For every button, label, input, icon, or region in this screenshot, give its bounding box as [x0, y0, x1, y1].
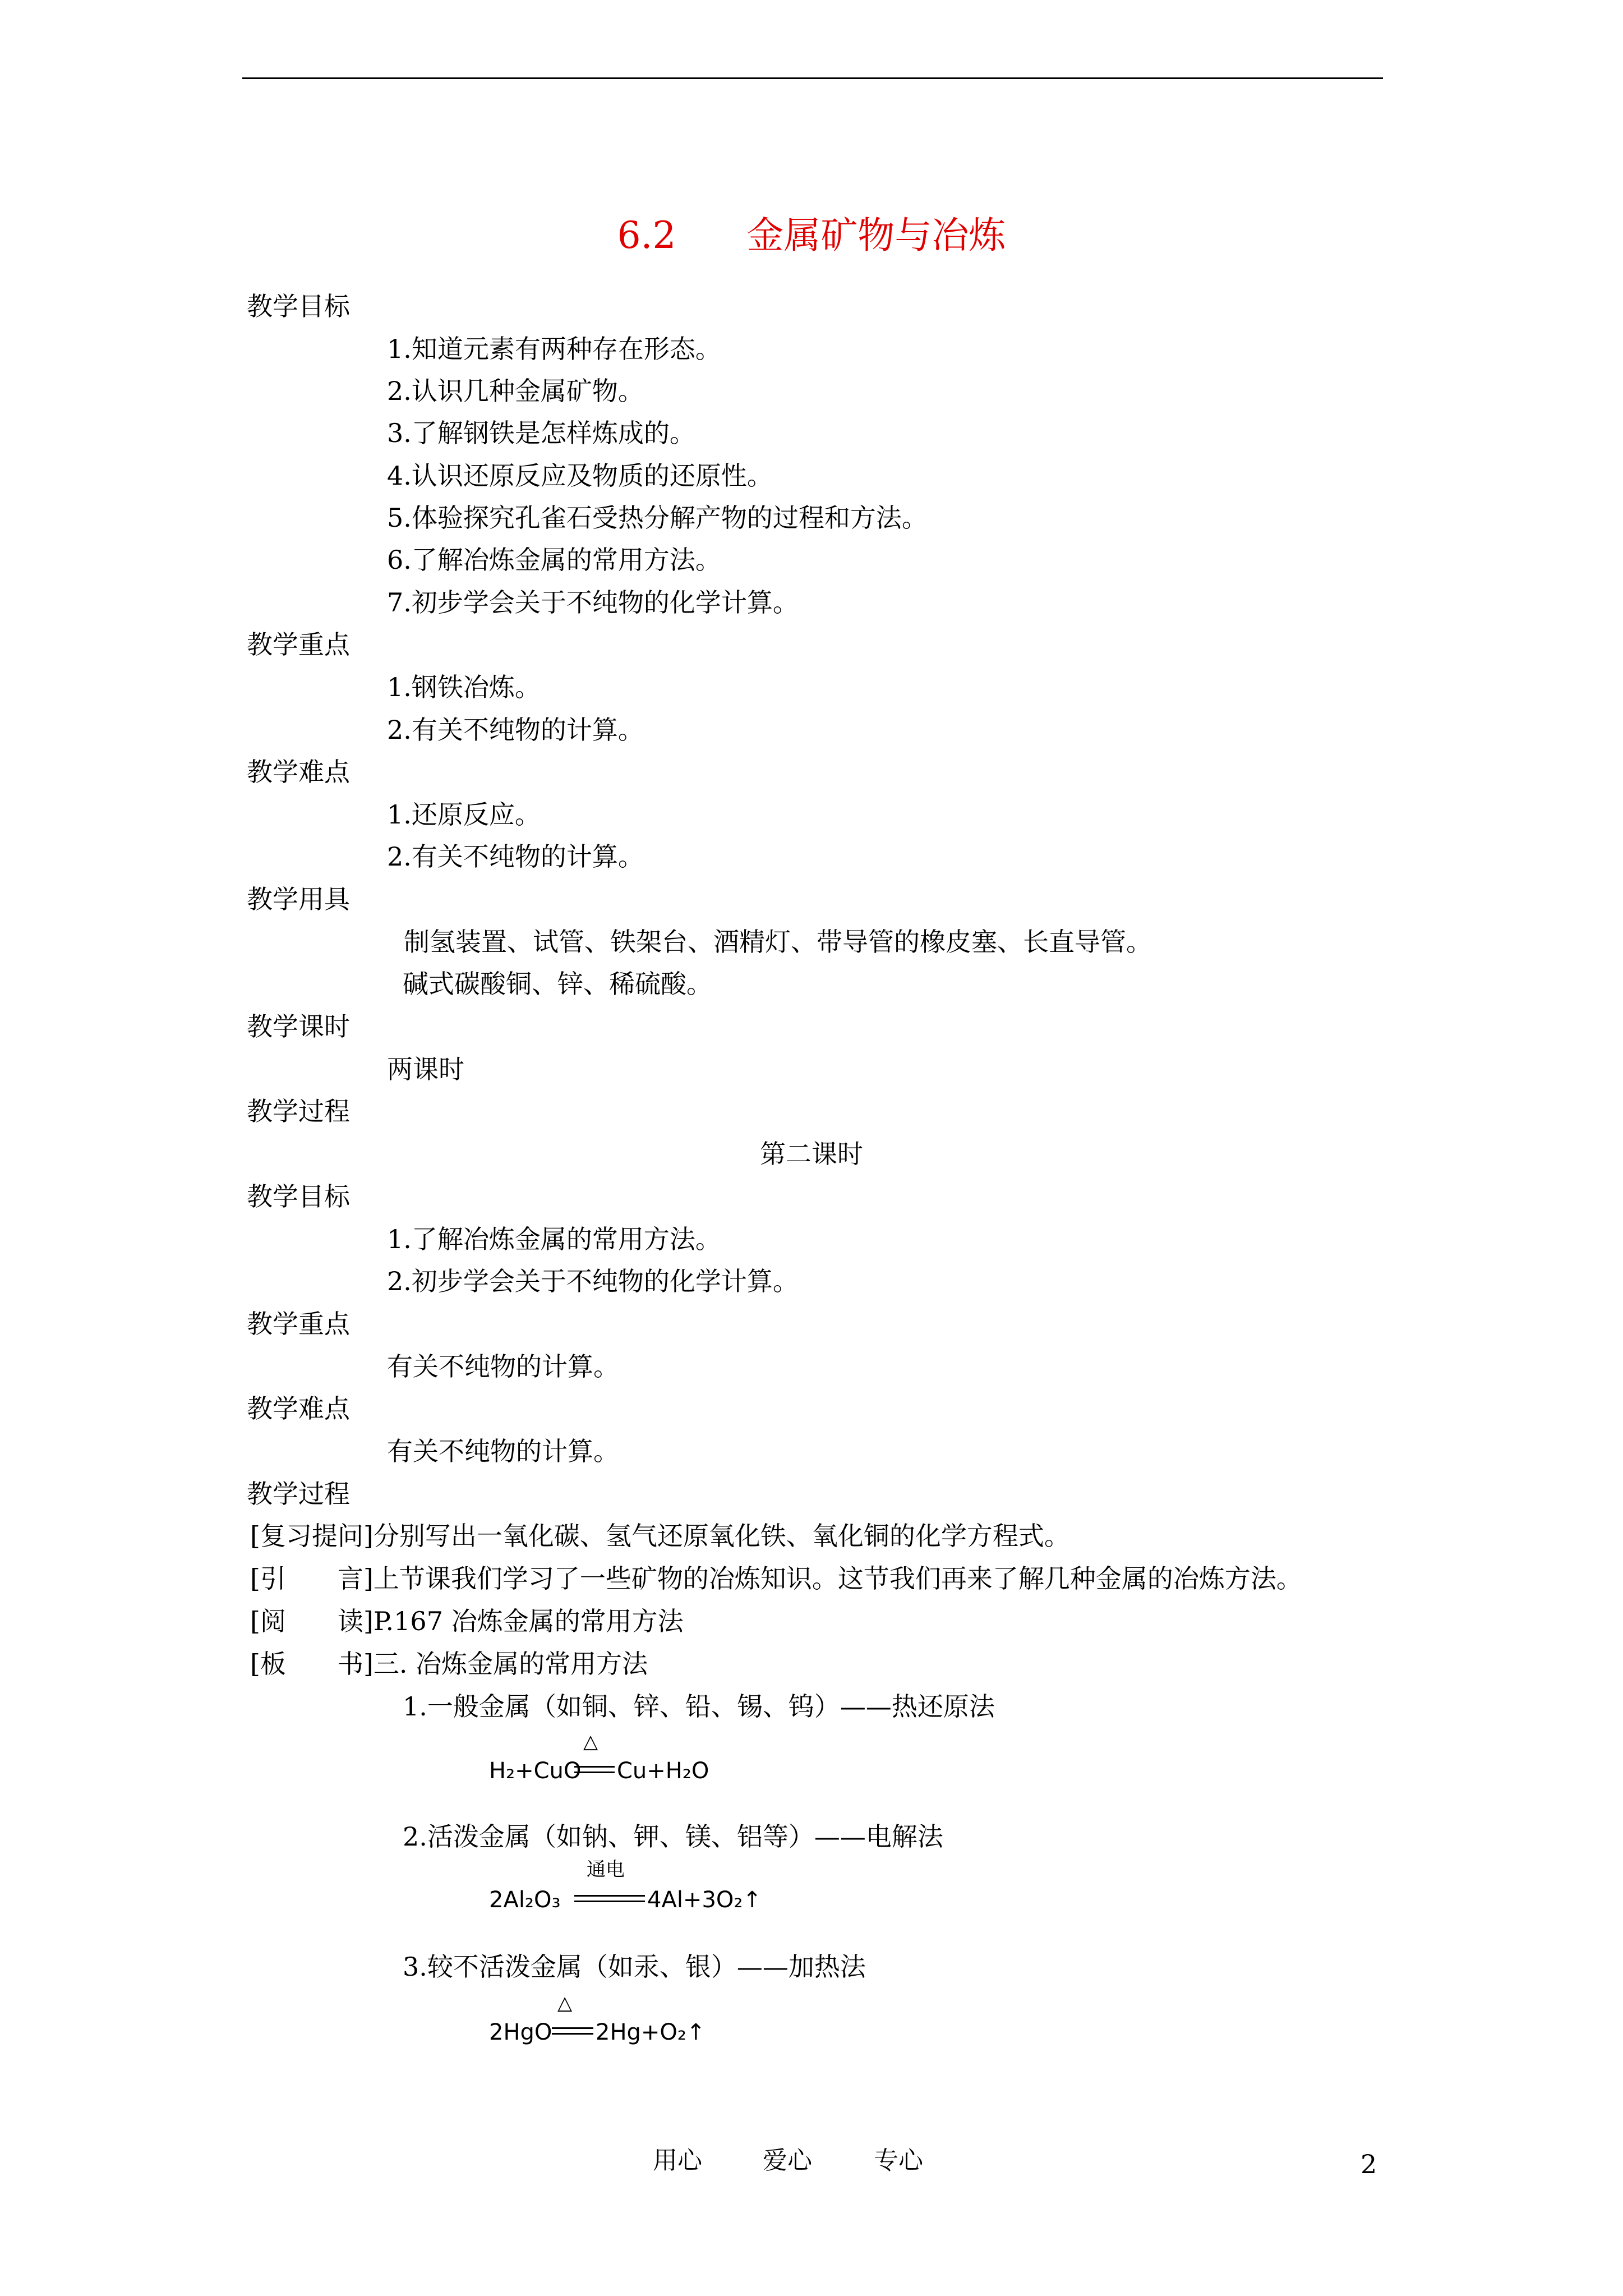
- goal2-item: 2.初步学会关于不纯物的化学计算。: [387, 1266, 799, 1296]
- difficulty-item: 2.有关不纯物的计算。: [387, 841, 644, 872]
- goal-item: 7.初步学会关于不纯物的化学计算。: [387, 587, 799, 618]
- goal-item: 3.了解钢铁是怎样炼成的。: [387, 418, 695, 448]
- page-title: [0, 213, 1623, 258]
- dialogue-tag: [板 书]: [250, 1649, 374, 1679]
- equation-bar: [574, 1901, 645, 1902]
- equation-condition: △: [583, 1731, 598, 1753]
- dialogue-line: [250, 1604, 684, 1638]
- process-label: 教学过程: [247, 1096, 350, 1126]
- dialogue-text: 分别写出一氧化碳、氢气还原氧化铁、氧化铜的化学方程式。: [373, 1521, 1070, 1551]
- dialogue-tag: [引 言]: [250, 1563, 374, 1594]
- goal-item: 2.认识几种金属矿物。: [387, 376, 644, 406]
- section-number: 6.2: [617, 214, 676, 257]
- method-item: 2.活泼金属（如钠、钾、镁、铝等）——电解法: [403, 1821, 943, 1852]
- process2-label: 教学过程: [247, 1479, 350, 1509]
- goals-label: 教学目标: [247, 291, 350, 321]
- page-number: 2: [1361, 2149, 1377, 2179]
- goal-item: 1.知道元素有两种存在形态。: [387, 334, 721, 364]
- goals2-label: 教学目标: [247, 1181, 350, 1212]
- goal-item: 5.体验探究孔雀石受热分解产物的过程和方法。: [387, 503, 928, 533]
- method-item: 1.一般金属（如铜、锌、铅、锡、钨）——热还原法: [403, 1691, 995, 1722]
- dialogue-tag: [复习提问]: [250, 1521, 374, 1551]
- equation-reactants: 2HgO: [489, 2019, 552, 2045]
- equation-bar: [574, 1766, 615, 1768]
- lesson-heading: 第二课时: [760, 1139, 863, 1169]
- header-rule: [242, 77, 1383, 79]
- footer-item: 爱心: [763, 2146, 812, 2175]
- dialogue-tag: [阅 读]: [250, 1606, 374, 1636]
- title-text: 金属矿物与冶炼: [746, 214, 1006, 257]
- key2-label: 教学重点: [247, 1309, 350, 1339]
- hours-label: 教学课时: [247, 1011, 350, 1042]
- key-item: 2.有关不纯物的计算。: [387, 715, 644, 745]
- equation: [489, 1992, 725, 2052]
- equation-condition: 通电: [587, 1858, 625, 1881]
- equation: [489, 1858, 781, 1920]
- tools-item: 制氢装置、试管、铁架台、酒精灯、带导管的橡皮塞、长直导管。: [404, 927, 1152, 957]
- difficulty-label: 教学难点: [247, 757, 350, 787]
- dialogue-text: 上节课我们学习了一些矿物的冶炼知识。这节我们再来了解几种金属的冶炼方法。: [373, 1563, 1302, 1594]
- equation: [489, 1731, 725, 1791]
- key-item: 1.钢铁冶炼。: [387, 672, 541, 702]
- footer-item: 专心: [874, 2146, 923, 2175]
- equation-bar: [574, 1895, 645, 1897]
- equation-products: 4Al+3O₂↑: [647, 1887, 762, 1913]
- dialogue-line: [250, 1519, 1070, 1553]
- method-item: 3.较不活泼金属（如汞、银）——加热法: [403, 1952, 866, 1982]
- equation-bar: [574, 1772, 615, 1773]
- dialogue-text: P.167 冶炼金属的常用方法: [373, 1606, 684, 1636]
- difficulty2-value: 有关不纯物的计算。: [387, 1436, 619, 1466]
- equation-reactants: H₂+CuO: [489, 1758, 582, 1784]
- goal-item: 6.了解冶炼金属的常用方法。: [387, 545, 721, 575]
- dialogue-text: 三. 冶炼金属的常用方法: [373, 1649, 648, 1679]
- key2-value: 有关不纯物的计算。: [387, 1351, 619, 1382]
- equation-reactants: 2Al₂O₃: [489, 1887, 561, 1913]
- equation-bar: [552, 2027, 593, 2029]
- difficulty-item: 1.还原反应。: [387, 799, 541, 830]
- hours-value: 两课时: [387, 1054, 464, 1084]
- dialogue-line: [250, 1562, 1302, 1595]
- key-label: 教学重点: [247, 629, 350, 660]
- equation-bar: [552, 2033, 593, 2035]
- equation-products: 2Hg+O₂↑: [596, 2019, 706, 2045]
- equation-condition: △: [557, 1992, 573, 2014]
- footer-item: 用心: [653, 2146, 702, 2175]
- tools-item: 碱式碳酸铜、锌、稀硫酸。: [403, 969, 712, 999]
- goal2-item: 1.了解冶炼金属的常用方法。: [387, 1224, 721, 1254]
- difficulty2-label: 教学难点: [247, 1393, 350, 1424]
- goal-item: 4.认识还原反应及物质的还原性。: [387, 461, 773, 491]
- equation-products: Cu+H₂O: [617, 1758, 709, 1784]
- dialogue-line: [250, 1647, 648, 1681]
- tools-label: 教学用具: [247, 884, 350, 914]
